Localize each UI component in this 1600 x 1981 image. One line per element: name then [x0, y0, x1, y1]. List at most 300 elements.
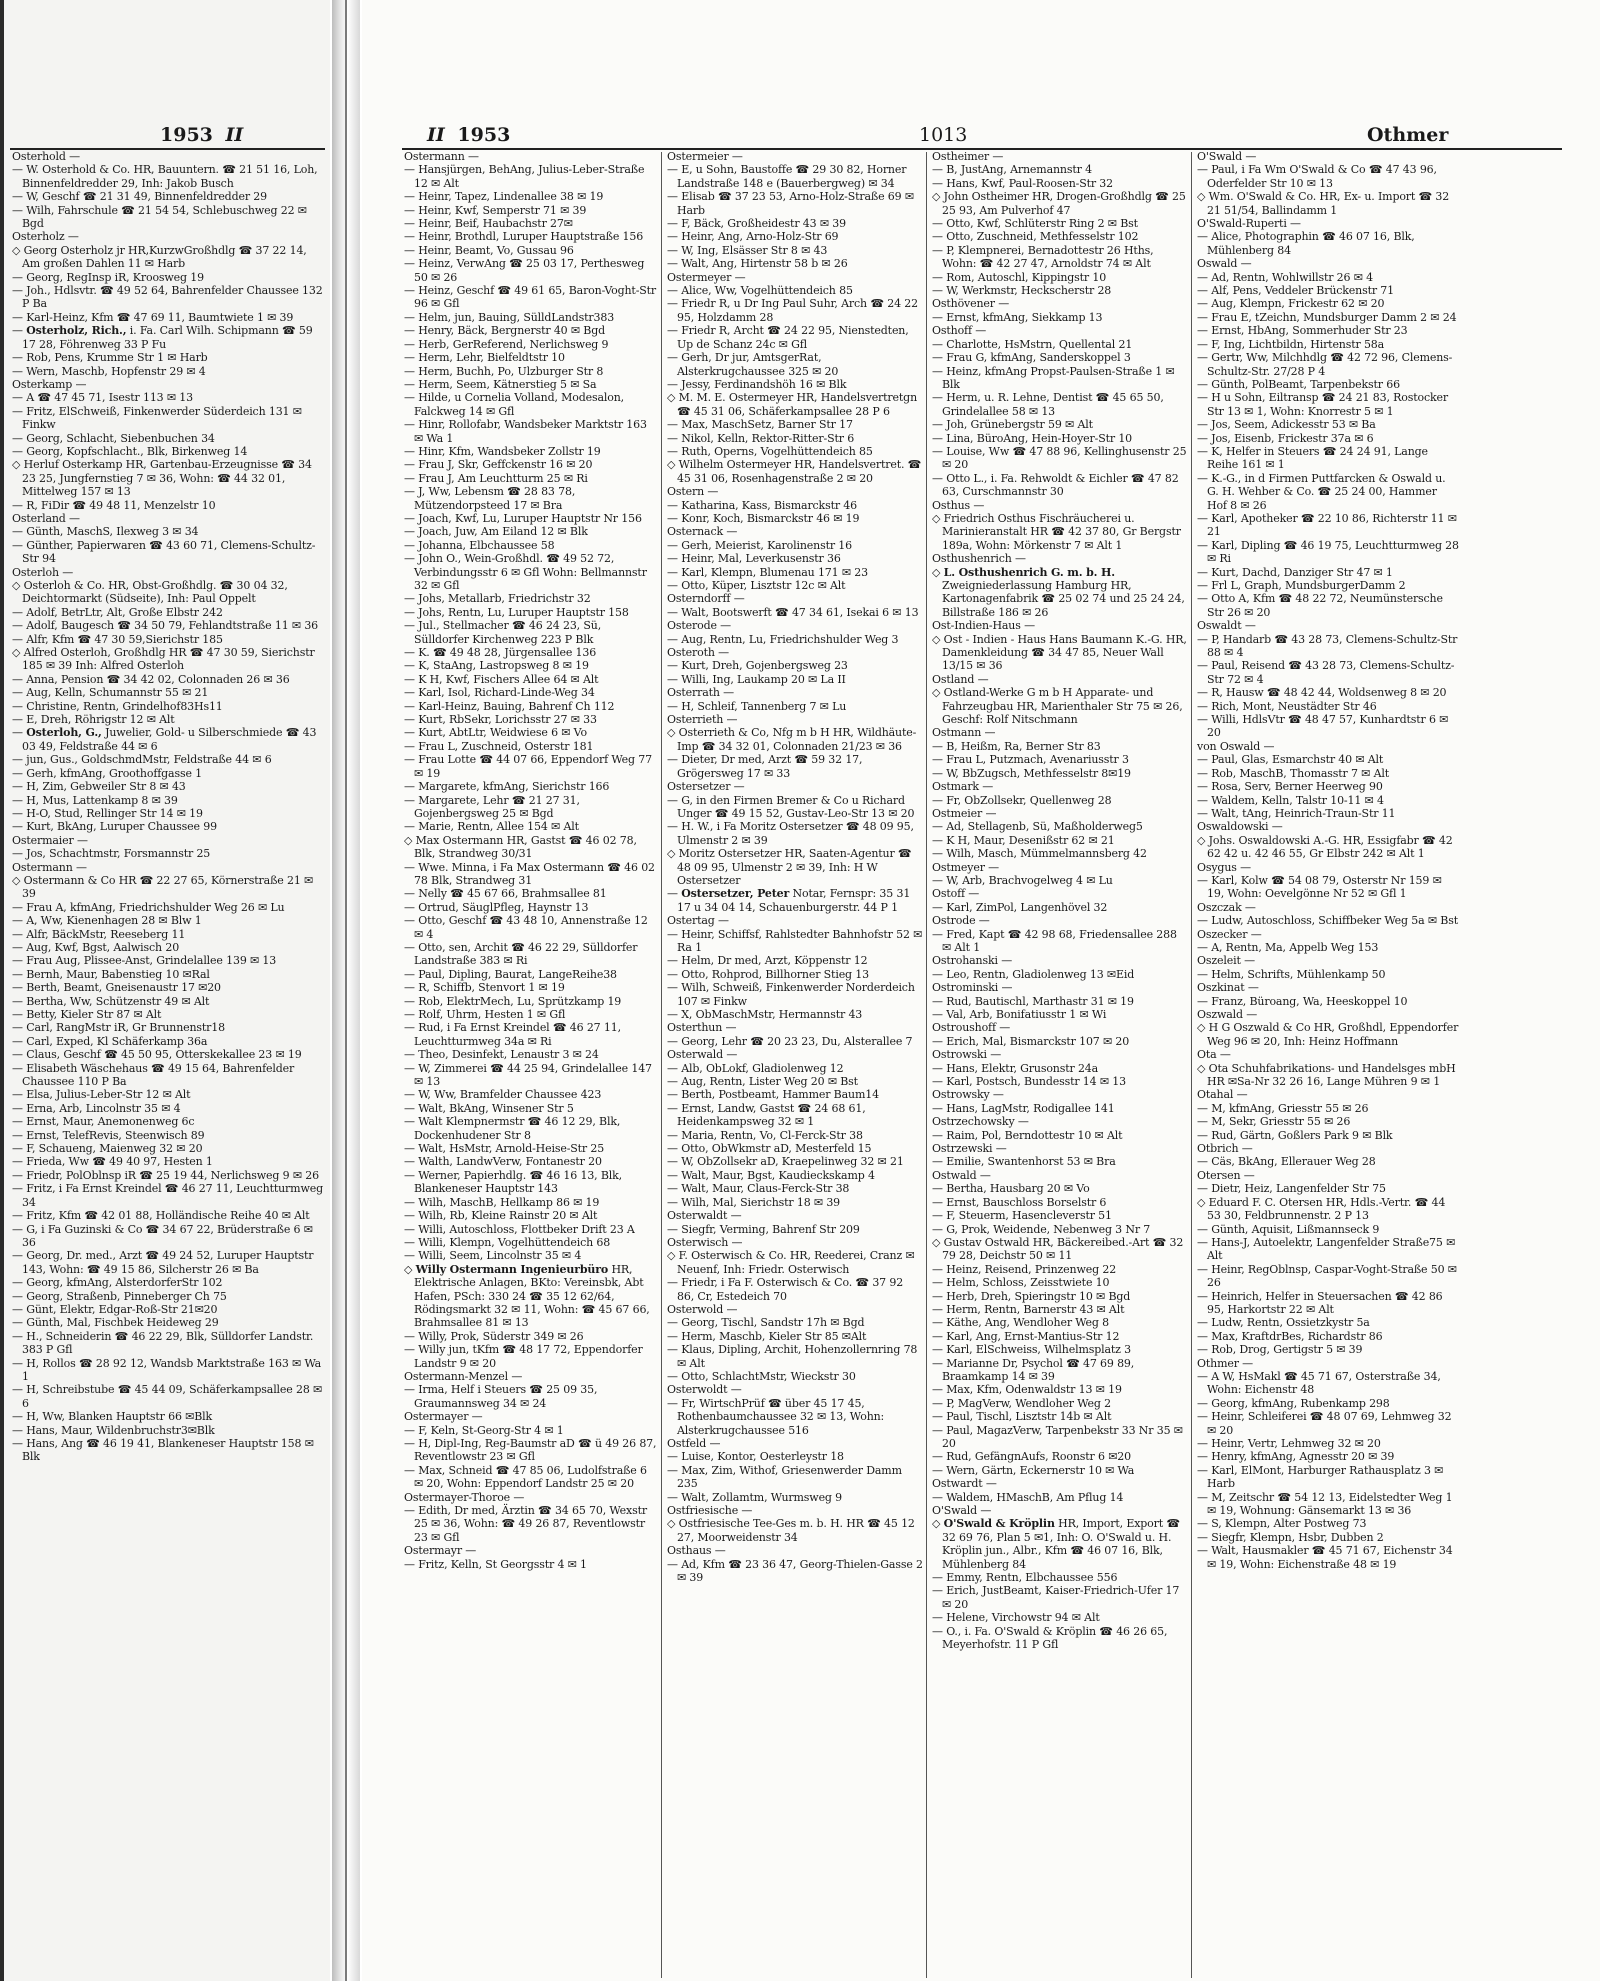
directory-entry: — Jos, Seem, Adickesstr 53 ✉ Ba [1197, 418, 1376, 432]
directory-entry: — Karl, Isol, Richard-Linde-Weg 34 [404, 686, 595, 700]
column-divider [661, 152, 662, 1978]
directory-entry: — Fr, ObZollsekr, Quellenweg 28 [932, 793, 1112, 807]
directory-entry: — Günth, Aquisit, Lißmannseck 9 [1197, 1222, 1380, 1236]
directory-entry: — Karl, ElMont, Harburger Rathausplatz 3 ✉ Harb [1197, 1463, 1444, 1491]
surname-heading: Osterkamp — [12, 377, 87, 391]
surname-heading: Ostermayer — [404, 1410, 483, 1424]
surname-heading: Osterwold — [667, 1302, 738, 1316]
directory-entry: — Hans, Ang ☎ 46 19 41, Blankeneser Hauptstr 158 ✉ Blk [12, 1437, 314, 1464]
directory-entry: — Friedr, i Fa F. Osterwisch & Co. ☎ 37 92 86, Cr, Estedeich 70 [667, 1276, 904, 1303]
directory-entry: — Walt, Maur, Claus-Ferck-Str 38 [667, 1182, 850, 1196]
directory-entry: — Walt Klempnermstr ☎ 46 12 29, Blk, Dockenhudener Str 8 [404, 1115, 621, 1142]
directory-entry: — Wilh, MaschB, Hellkamp 86 ✉ 19 [404, 1195, 600, 1209]
directory-entry: — H, Schreibstube ☎ 45 44 09, Schäferkampsallee 28 ✉ 6 [12, 1383, 323, 1410]
directory-entry: — H, Ww, Blanken Hauptstr 66 ✉Blk [12, 1410, 213, 1424]
directory-entry: — Günther, Papierwaren ☎ 43 60 71, Clemens-Schultz-Str 94 [12, 538, 316, 566]
directory-entry: — Günth, PolBeamt, Tarpenbekstr 66 [1197, 377, 1400, 391]
directory-entry: — Herm, u. R. Lehne, Dentist ☎ 45 65 50, Grindelallee 58 ✉ 13 [932, 391, 1164, 418]
surname-heading: Osternack — [667, 525, 738, 539]
directory-entry: — Joh., Hdlsvtr. ☎ 49 52 64, Bahrenfelder Chaussee 132 P Ba [12, 284, 323, 311]
directory-entry: — Aug, Rentn, Lu, Friedrichshulder Weg 3 [667, 632, 899, 646]
column-divider [926, 152, 927, 1978]
right-volume: II [427, 124, 445, 146]
directory-entry: — Carl, RangMstr iR, Gr Brunnenstr18 [12, 1021, 225, 1035]
directory-entry: — F, Keln, St-Georg-Str 4 ✉ 1 [404, 1423, 564, 1437]
directory-entry: — Frau Aug, Plissee-Anst, Grindelallee 139 ✉ 13 [12, 954, 277, 968]
directory-entry: — P, Klempnerei, Bernadottestr 26 Hths, Wohn: ☎ 42 27 47, Arnoldstr 74 ✉ Alt [932, 243, 1154, 271]
directory-entry: — Rom, Autoschl, Kippingstr 10 [932, 270, 1107, 284]
directory-entry: ◇ Ostfriesische Tee-Ges m. b. H. HR ☎ 45 12 27, Moorweidenstr 34 [667, 1517, 915, 1544]
directory-entry: — Franz, Büroang, Wa, Heeskoppel 10 [1197, 994, 1408, 1008]
directory-entry: — F, Steuerm, Hasencleverstr 51 [932, 1209, 1112, 1223]
surname-heading: Osterwald — [667, 1048, 738, 1062]
directory-entry: — Adolf, BetrLtr, Alt, Große Elbstr 242 [12, 605, 223, 619]
directory-entry: — Walt, BkAng, Winsener Str 5 [404, 1101, 574, 1115]
page-number: 1013 [919, 124, 968, 146]
directory-entry: — Karl, Dipling ☎ 46 19 75, Leuchtturmweg 28 ✉ Ri [1197, 538, 1459, 566]
directory-entry: — Ernst, Bauschloss Borselstr 6 [932, 1195, 1107, 1209]
directory-entry: — Louise, Ww ☎ 47 88 96, Kellinghusenstr 25 ✉ 20 [932, 444, 1187, 472]
surname-heading: O'Swald — [1197, 150, 1257, 163]
directory-entry: — Heinz, Geschf ☎ 49 61 65, Baron-Voght-Str 96 ✉ Gfl [404, 284, 657, 311]
directory-entry: — Hans, Maur, Wildenbruchstr3✉Blk [12, 1423, 215, 1437]
surname-heading: Oswald — [1197, 257, 1252, 271]
directory-entry: — Erich, JustBeamt, Kaiser-Friedrich-Ufer 17 ✉ 20 [932, 1584, 1180, 1611]
directory-entry: — Aug, Kelln, Schumannstr 55 ✉ 21 [12, 686, 209, 700]
directory-entry: — Karl, Apotheker ☎ 22 10 86, Richterstr 11 ✉ 21 [1197, 511, 1457, 539]
column-1 [12, 150, 324, 1970]
directory-entry: — Wwe. Minna, i Fa Max Ostermann ☎ 46 02 78 Blk, Strandweg 31 [404, 860, 655, 887]
right-year: 1953 [457, 124, 511, 146]
directory-entry: ◇ Alfred Osterloh, Großhdlg HR ☎ 47 30 59, Sierichstr 185 ✉ 39 Inh: Alfred Osterloh [12, 646, 315, 673]
directory-entry: — Ernst, TelefRevis, Steenwisch 89 [12, 1128, 205, 1142]
directory-entry: — Georg, Schlacht, Siebenbuchen 34 [12, 431, 215, 445]
directory-entry: — Max, Schneid ☎ 47 85 06, Ludolfstraße 6 ✉ 20, Wohn: Eppendorf Landstr 25 ✉ 20 [404, 1463, 647, 1491]
directory-entry: — Maria, Rentn, Vo, Cl-Ferck-Str 38 [667, 1128, 863, 1142]
directory-entry: — Joach, Kwf, Lu, Luruper Hauptstr Nr 156 [404, 511, 642, 525]
directory-entry: — F, Ing, Lichtbildn, Hirtenstr 58a [1197, 337, 1385, 351]
directory-entry: — Aug, Kwf, Bgst, Aalwisch 20 [12, 940, 180, 954]
directory-entry: — W, Ing, Elsässer Str 8 ✉ 43 [667, 243, 828, 257]
column-5 [1197, 150, 1459, 1970]
directory-entry: — H., Schneiderin ☎ 46 22 29, Blk, Sülldorfer Landstr. 383 P Gfl [12, 1329, 314, 1357]
directory-entry: — Herm, Maschb, Kieler Str 85 ✉Alt [667, 1329, 867, 1343]
surname-heading: Ostermann-Menzel — [404, 1369, 523, 1383]
directory-entry: ◇ Osterrieth & Co, Nfg m b H HR, Wildhäute-Imp ☎ 34 32 01, Colonnaden 21/23 ✉ 36 [667, 726, 917, 753]
directory-entry: — Jos, Eisenb, Frickestr 37a ✉ 6 [1197, 431, 1374, 445]
directory-entry: — Katharina, Kass, Bismarckstr 46 [667, 498, 857, 512]
directory-entry: — Erich, Mal, Bismarckstr 107 ✉ 20 [932, 1034, 1130, 1048]
directory-entry: — Gertr, Ww, Milchhdlg ☎ 42 72 96, Clemens-Schultz-Str. 27/28 P 4 [1197, 351, 1453, 378]
directory-entry: — M, Sekr, Griesstr 55 ✉ 26 [1197, 1115, 1351, 1129]
directory-entry: — K, StaAng, Lastropsweg 8 ✉ 19 [404, 659, 589, 673]
directory-entry: — Walth, LandwVerw, Fontanestr 20 [404, 1155, 602, 1169]
directory-entry: — Rud, Gärtn, Goßlers Park 9 ✉ Blk [1197, 1128, 1393, 1142]
directory-entry: ◇ John Ostheimer HR, Drogen-Großhdlg ☎ 25 25 93, Am Pulverhof 47 [932, 190, 1186, 217]
directory-entry: — Herm, Buchh, Po, Ulzburger Str 8 [404, 364, 604, 378]
directory-entry: — Siegfr, Verming, Bahrenf Str 209 [667, 1222, 860, 1236]
directory-entry: — H, Dipl-Ing, Reg-Baumstr aD ☎ ü 49 26 87, Reventlowstr 23 ✉ Gfl [404, 1437, 657, 1464]
directory-entry: — R, FiDir ☎ 49 48 11, Menzelstr 10 [12, 498, 216, 512]
directory-entry: — H. W., i Fa Moritz Ostersetzer ☎ 48 09 95, Ulmenstr 2 ✉ 39 [667, 820, 914, 847]
directory-entry: — Leo, Rentn, Gladiolenweg 13 ✉Eid [932, 967, 1135, 981]
directory-entry: — A, Rentn, Ma, Appelb Weg 153 [1197, 940, 1379, 954]
directory-entry: — Georg, Lehr ☎ 20 23 23, Du, Alsterallee 7 [667, 1034, 913, 1048]
surname-heading: Ostrominski — [932, 981, 1013, 995]
directory-entry: — K.-G., in d Firmen Puttfarcken & Oswald u. G. H. Wehber & Co. ☎ 25 24 00, Hammer Hof 8 ✉ 26 [1197, 471, 1446, 512]
surname-heading: Ostrowsky — [932, 1088, 1004, 1102]
column-3 [667, 150, 923, 1970]
surname-heading: Osthus — [932, 498, 985, 512]
directory-entry: — Heinr, Vertr, Lehmweg 32 ✉ 20 [1197, 1437, 1381, 1450]
directory-entry: ◇ Wm. O'Swald & Co. HR, Ex- u. Import ☎ 32 21 51/54, Ballindamm 1 [1197, 190, 1450, 217]
directory-entry: — G, Prok, Weidende, Nebenweg 3 Nr 7 [932, 1222, 1151, 1236]
directory-entry: — Heinr, Beamt, Vo, Gussau 96 [404, 243, 574, 257]
left-page-header [160, 124, 243, 146]
directory-entry: — Hinr, Rollofabr, Wandsbeker Marktstr 163 ✉ Wa 1 [404, 418, 647, 445]
directory-entry: — M, kfmAng, Griesstr 55 ✉ 26 [1197, 1101, 1369, 1115]
directory-entry: — Werner, Papierhdlg. ☎ 46 16 13, Blk, Blankeneser Hauptstr 143 [404, 1168, 623, 1196]
directory-page [362, 0, 1600, 1981]
directory-entry: — Heinr, Mal, Leverkusenstr 36 [667, 552, 841, 566]
directory-entry: — Otto, sen, Archit ☎ 46 22 29, Sülldorfer Landstraße 383 ✉ Ri [404, 940, 638, 968]
surname-heading: Ostmann — [932, 726, 996, 740]
directory-entry: — Otto, Geschf ☎ 43 48 10, Annenstraße 12 ✉ 4 [404, 914, 648, 941]
directory-entry: — Heinr, Beif, Haubachstr 27✉ [404, 217, 573, 231]
directory-entry: — Paul, MagazVerw, Tarpenbekstr 33 Nr 35 ✉ 20 [932, 1423, 1183, 1450]
directory-entry: — Irma, Helf i Steuers ☎ 25 09 35, Graumannsweg 34 ✉ 24 [404, 1383, 598, 1410]
directory-entry: — Wilh, Masch, Mümmelmannsberg 42 [932, 847, 1147, 861]
directory-entry: — Rob, Pens, Krumme Str 1 ✉ Harb [12, 351, 208, 365]
directory-entry: — Emilie, Swantenhorst 53 ✉ Bra [932, 1155, 1116, 1169]
directory-entry: — Cäs, BkAng, Ellerauer Weg 28 [1197, 1155, 1376, 1169]
surname-heading: Otersen — [1197, 1168, 1255, 1182]
directory-entry: — Charlotte, HsMstrn, Quellental 21 [932, 337, 1133, 351]
directory-entry: — jun, Gus., GoldschmdMstr, Feldstraße 44 ✉ 6 [12, 753, 272, 767]
directory-entry: — Wilh, Rb, Kleine Rainstr 20 ✉ Alt [404, 1209, 598, 1223]
directory-entry: — Helm, Schloss, Zeisstwiete 10 [932, 1276, 1110, 1290]
directory-entry: — Friedr, PolOblnsp iR ☎ 25 19 44, Nerlichsweg 9 ✉ 26 [12, 1168, 319, 1182]
directory-entry: ◇ Ota Schuhfabrikations- und Handelsges mbH HR ✉Sa-Nr 32 26 16, Lange Mühren 9 ✉ 1 [1197, 1061, 1456, 1089]
surname-heading: Ostermeier — [667, 150, 743, 163]
surname-heading: Oszecker — [1197, 927, 1262, 941]
directory-entry: — Max, MaschSetz, Barner Str 17 [667, 418, 853, 432]
directory-entry: — Fritz, Kelln, St Georgsstr 4 ✉ 1 [404, 1557, 587, 1571]
directory-entry: — Frieda, Ww ☎ 49 40 97, Hesten 1 [12, 1155, 213, 1169]
directory-entry: — K, Helfer in Steuers ☎ 24 24 91, Lange Reihe 161 ✉ 1 [1197, 444, 1428, 472]
surname-heading: Ostrode — [932, 914, 990, 928]
column-4 [932, 150, 1188, 1970]
directory-entry: ◇ Gustav Ostwald HR, Bäckereibed.-Art ☎ 32 79 28, Deichstr 50 ✉ 11 [932, 1235, 1184, 1263]
surname-heading: Ost-Indien-Haus — [932, 619, 1035, 633]
directory-entry: — Margarete, kfmAng, Sierichstr 166 [404, 780, 610, 794]
directory-entry: — F, Schaueng, Maienweg 32 ✉ 20 [12, 1142, 203, 1156]
surname-heading: Osterrath — [667, 686, 735, 700]
directory-entry: — B, JustAng, Arnemannstr 4 [932, 163, 1092, 177]
directory-entry: — Herm, Lehr, Bielfeldtstr 10 [404, 351, 565, 365]
surname-heading: Ostwardt — [932, 1477, 997, 1491]
directory-entry: — Otto, Zuschneid, Methfesselstr 102 [932, 230, 1139, 244]
directory-entry: — Ernst, Maur, Anemonenweg 6c [12, 1115, 195, 1129]
directory-entry: — K. ☎ 49 48 28, Jürgensallee 136 [404, 646, 597, 660]
directory-entry: — H, Schleif, Tannenberg 7 ✉ Lu [667, 699, 847, 713]
directory-entry: — S, Klempn, Alter Postweg 73 [1197, 1517, 1367, 1531]
directory-entry: — Frl L, Graph, MundsburgerDamm 2 [1197, 579, 1406, 592]
directory-entry: — Helm, Dr med, Arzt, Köppenstr 12 [667, 954, 868, 968]
directory-entry: — F, Bäck, Großheidestr 43 ✉ 39 [667, 217, 846, 231]
surname-heading: Ostermayer-Thoroe — [404, 1490, 525, 1504]
surname-heading: Ostroushoff — [932, 1021, 1011, 1035]
surname-heading: Ostermaier — [12, 833, 88, 847]
directory-entry: — Otto, Küper, Lisztstr 12c ✉ Alt [667, 579, 846, 592]
directory-entry: — Carl, Exped, Kl Schäferkamp 36a [12, 1034, 208, 1048]
directory-entry: — Johanna, Elbchaussee 58 [404, 538, 555, 552]
directory-entry: — Nelly ☎ 45 67 66, Brahmsallee 81 [404, 887, 607, 901]
surname-heading: Oswaldowski — [1197, 820, 1283, 834]
directory-entry: — Paul, Tischl, Lisztstr 14b ✉ Alt [932, 1410, 1112, 1424]
directory-entry: — Friedr R, u Dr Ing Paul Suhr, Arch ☎ 24 22 95, Holzdamm 28 [667, 297, 918, 324]
directory-entry: ◇ Ost - Indien - Haus Hans Baumann K.-G. HR, Damenkleidung ☎ 34 47 85, Neuer Wall 13/15 ✉ 36 [932, 632, 1187, 673]
directory-entry: — Karl, ElSchweiss, Wilhelmsplatz 3 [932, 1343, 1132, 1357]
directory-entry: — Bertha, Ww, Schützenstr 49 ✉ Alt [12, 994, 210, 1008]
directory-entry: — Walt, Bootswerft ☎ 47 34 61, Isekai 6 ✉ 13 [667, 605, 919, 619]
directory-entry: — Christine, Rentn, Grindelhof83Hs11 [12, 699, 223, 713]
directory-entry: — Kurt, RbSekr, Lorichsstr 27 ✉ 33 [404, 713, 597, 727]
surname-heading: Ostmeyer — [932, 860, 1000, 874]
directory-entry: — Henry, kfmAng, Agnesstr 20 ✉ 39 [1197, 1450, 1395, 1464]
surname-heading: Ostertag — [667, 914, 729, 928]
directory-entry: — Hinr, Kfm, Wandsbeker Zollstr 19 [404, 444, 601, 458]
directory-entry: — Karl-Heinz, Kfm ☎ 47 69 11, Baumtwiete 1 ✉ 39 [12, 310, 294, 324]
surname-heading: Oszwald — [1197, 1008, 1258, 1021]
left-volume: II [225, 124, 244, 146]
directory-entry: — Karl, Kolw ☎ 54 08 79, Osterstr Nr 159 ✉ 19, Wohn: Oevelgönne Nr 52 ✉ Gfl 1 [1197, 873, 1442, 901]
directory-entry: — Wern, Maschb, Hopfenstr 29 ✉ 4 [12, 364, 206, 378]
left-year: 1953 [160, 124, 213, 146]
surname-heading: Osterrieth — [667, 713, 738, 727]
surname-heading: Othmer — [1197, 1356, 1254, 1370]
directory-entry: — Betty, Kieler Str 87 ✉ Alt [12, 1008, 162, 1021]
directory-entry: — Heinr, Tapez, Lindenallee 38 ✉ 19 [404, 190, 604, 204]
surname-heading: Osthoff — [932, 324, 987, 338]
directory-entry: — K H, Kwf, Fischers Allee 64 ✉ Alt [404, 672, 599, 686]
directory-entry: — J, Ww, Lebensm ☎ 28 83 78, Mützendorpsteed 17 ✉ Bra [404, 485, 576, 512]
directory-entry: — Herm, Seem, Kätnerstieg 5 ✉ Sa [404, 377, 597, 391]
surname-heading: Osterland — [12, 511, 80, 525]
directory-entry: — Dieter, Dr med, Arzt ☎ 59 32 17, Grögersweg 17 ✉ 33 [667, 753, 863, 780]
directory-entry: — Ludw, Rentn, Ossietzkystr 5a [1197, 1316, 1370, 1330]
directory-entry: — Heinr, Ang, Arno-Holz-Str 69 [667, 230, 839, 244]
directory-entry: — Paul, Glas, Esmarchstr 40 ✉ Alt [1197, 753, 1384, 767]
directory-entry: — Frau L, Putzmach, Avenariusstr 3 [932, 753, 1129, 767]
directory-entry: — Klaus, Dipling, Archit, Hohenzollernring 78 ✉ Alt [667, 1343, 918, 1370]
directory-entry: — G, in den Firmen Bremer & Co u Richard Unger ☎ 49 15 52, Gustav-Leo-Str 13 ✉ 20 [667, 793, 915, 820]
directory-entry: — Max, Zim, Withof, Griesenwerder Damm 235 [667, 1463, 902, 1491]
directory-entry: — A ☎ 47 45 71, Isestr 113 ✉ 13 [12, 391, 193, 405]
directory-entry: — Friedr R, Archt ☎ 24 22 95, Nienstedten, Up de Schanz 24c ✉ Gfl [667, 324, 909, 351]
directory-entry: — Ruth, Operns, Vogelhüttendeich 85 [667, 444, 873, 458]
directory-entry: — Helene, Virchowstr 94 ✉ Alt [932, 1611, 1100, 1625]
directory-entry: — Wilh, Schweiß, Finkenwerder Norderdeich 107 ✉ Finkw [667, 981, 915, 1008]
surname-heading: Ostfriesische — [667, 1504, 753, 1518]
directory-entry: — K H, Maur, Desenißstr 62 ✉ 21 [932, 833, 1115, 847]
directory-entry: — Anna, Pension ☎ 34 42 02, Colonnaden 26 ✉ 36 [12, 672, 290, 686]
directory-entry: — Heinr, Schleiferei ☎ 48 07 69, Lehmweg 32 ✉ 20 [1197, 1410, 1452, 1437]
directory-entry: — Elisab ☎ 37 23 53, Arno-Holz-Straße 69 ✉ Harb [667, 190, 914, 217]
directory-entry: — Karl-Heinz, Bauing, Bahrenf Ch 112 [404, 699, 615, 713]
directory-entry: — Georg, Kopfschlacht., Blk, Birkenweg 14 [12, 444, 248, 458]
previous-page-strip [0, 0, 330, 1981]
directory-entry: — Frau G, kfmAng, Sanderskoppel 3 [932, 351, 1131, 365]
directory-entry: — Wilh, Fahrschule ☎ 21 54 54, Schlebuschweg 22 ✉ Bgd [12, 203, 307, 231]
directory-entry: — Walt, Maur, Bgst, Kaudieckskamp 4 [667, 1168, 875, 1182]
directory-entry: — Ad, Kfm ☎ 23 36 47, Georg-Thielen-Gasse 2 ✉ 39 [667, 1557, 923, 1585]
surname-heading: Otbrich — [1197, 1142, 1253, 1156]
directory-entry: ◇ Wilhelm Ostermeyer HR, Handelsvertret. ☎ 45 31 06, Rosenhagenstraße 2 ✉ 20 [667, 458, 922, 485]
directory-entry: — Helm, Schrifts, Mühlenkamp 50 [1197, 967, 1386, 981]
directory-entry: — Paul, Reisend ☎ 43 28 73, Clemens-Schultz-Str 72 ✉ 4 [1197, 659, 1455, 686]
directory-entry: — Georg, kfmAng, Rubenkamp 298 [1197, 1396, 1390, 1410]
directory-entry: — Kurt, AbtLtr, Weidwiese 6 ✉ Vo [404, 726, 587, 740]
directory-entry: — Rud, i Fa Ernst Kreindel ☎ 46 27 11, Leuchtturmweg 34a ✉ Ri [404, 1021, 621, 1048]
directory-entry: — Alfr, Kfm ☎ 47 30 59,Sierichstr 185 [12, 632, 223, 646]
surname-heading: Oszczak — [1197, 900, 1256, 914]
directory-entry: — Marianne Dr, Psychol ☎ 47 69 89, Braamkamp 14 ✉ 39 [932, 1356, 1135, 1383]
directory-entry: — Bernh, Maur, Babenstieg 10 ✉Ral [12, 967, 210, 981]
directory-entry: — Jos, Schachtmstr, Forsmannstr 25 [12, 847, 211, 861]
surname-heading: Ostmark — [932, 780, 994, 794]
surname-heading: Osygus — [1197, 860, 1251, 874]
directory-entry: — Elisabeth Wäschehaus ☎ 49 15 64, Bahrenfelder Chaussee 110 P Ba [12, 1061, 295, 1089]
directory-entry: ◇ Osterloh & Co. HR, Obst-Großhdlg. ☎ 30 04 32, Deichtormarkt (Südseite), Inh: Paul Oppelt [12, 579, 288, 606]
directory-entry: — Hans-J, Autoelektr, Langenfelder Straße75 ✉ Alt [1197, 1235, 1456, 1263]
surname-heading: Ostwald — [932, 1168, 991, 1182]
directory-entry: ◇ L. Osthushenrich G. m. b. H. Zweigniederlassung Hamburg HR, Kartonagenfabrik ☎ 25 02 74 und 25 24 24, Billstraße 186 ✉ 26 [932, 565, 1185, 619]
directory-entry: — H, Rollos ☎ 28 92 12, Wandsb Marktstraße 163 ✉ Wa 1 [12, 1356, 322, 1383]
directory-entry: — E, u Sohn, Baustoffe ☎ 29 30 82, Horner Landstraße 148 e (Bauerbergweg) ✉ 34 [667, 163, 907, 190]
surname-heading: Ostrohanski — [932, 954, 1013, 968]
directory-entry: ◇ Moritz Ostersetzer HR, Saaten-Agentur ☎ 48 09 95, Ulmenstr 2 ✉ 39, Inh: H W Ostersetzer [667, 847, 912, 887]
directory-entry: — A, Ww, Kienenhagen 28 ✉ Blw 1 [12, 914, 202, 928]
directory-entry: — Elsa, Julius-Leber-Str 12 ✉ Alt [12, 1088, 191, 1102]
directory-entry: — Edith, Dr med, Ärztin ☎ 34 65 70, Wexstr 25 ✉ 36, Wohn: ☎ 49 26 87, Reventlowstr 23 ✉ Gfl [404, 1504, 647, 1544]
surname-heading: O'Swald — [932, 1504, 992, 1518]
surname-heading: Osterthun — [667, 1021, 737, 1035]
directory-entry: — Max, Kfm, Odenwaldstr 13 ✉ 19 [932, 1383, 1122, 1397]
directory-entry: — Rosa, Serv, Berner Heerweg 90 [1197, 780, 1383, 794]
directory-entry: — Konr, Koch, Bismarckstr 46 ✉ 19 [667, 511, 860, 525]
directory-entry: — Ostersetzer, Peter Notar, Fernspr: 35 31 17 u 34 04 14, Schauenburgerstr. 44 P 1 [667, 887, 911, 914]
directory-entry: ◇ Georg Osterholz jr HR,KurzwGroßhdlg ☎ 37 22 14, Am großen Dahlen 11 ✉ Harb [12, 243, 307, 271]
directory-entry: ◇ Friedrich Osthus Fischräucherei u. Marinieranstalt HR ☎ 42 37 80, Gr Bergstr 189a, Wohn: Mörkenstr 7 ✉ Alt 1 [932, 511, 1181, 552]
directory-entry: — Rolf, Uhrm, Hesten 1 ✉ Gfl [404, 1008, 566, 1021]
directory-entry: — Heinz, kfmAng Propst-Paulsen-Straße 1 ✉ Blk [932, 364, 1175, 391]
surname-heading: Osterholz — [12, 230, 79, 244]
directory-entry: — W, ObZollsekr aD, Kraepelinweg 32 ✉ 21 [667, 1155, 904, 1169]
surname-heading: Ostheimer — [932, 150, 1004, 163]
directory-entry: — Georg, kfmAng, AlsterdorferStr 102 [12, 1276, 223, 1290]
directory-entry: — O., i. Fa. O'Swald & Kröplin ☎ 46 26 65, Meyerhofstr. 11 P Gfl [932, 1624, 1168, 1652]
directory-entry: — Herb, GerReferend, Nerlichsweg 9 [404, 337, 609, 351]
directory-entry: — Bertha, Hausbarg 20 ✉ Vo [932, 1182, 1090, 1196]
surname-heading: Otahal — [1197, 1088, 1248, 1102]
directory-entry: — Lina, BüroAng, Hein-Hoyer-Str 10 [932, 431, 1133, 445]
directory-entry: — Willi, Autoschloss, Flottbeker Drift 23 A [404, 1222, 635, 1236]
directory-entry: — Fritz, Kfm ☎ 42 01 88, Holländische Reihe 40 ✉ Alt [12, 1209, 310, 1223]
directory-entry: — Adolf, Baugesch ☎ 34 50 79, Fehlandtstraße 11 ✉ 36 [12, 619, 319, 633]
directory-entry: — Karl, ZimPol, Langenhövel 32 [932, 900, 1108, 914]
directory-entry: ◇ Ostermann & Co HR ☎ 22 27 65, Körnerstraße 21 ✉ 39 [12, 873, 314, 901]
surname-heading: Ostland — [932, 672, 989, 686]
directory-entry: — Claus, Geschf ☎ 45 50 95, Otterskekallee 23 ✉ 19 [12, 1048, 302, 1062]
directory-entry: — Osterholz, Rich., i. Fa. Carl Wilh. Schipmann ☎ 59 17 28, Föhrenweg 33 P Fu [12, 324, 313, 351]
directory-entry: — Georg, Tischl, Sandstr 17h ✉ Bgd [667, 1316, 865, 1330]
page-edge [0, 0, 4, 1981]
directory-entry: — Frau Lotte ☎ 44 07 66, Eppendorf Weg 77 ✉ 19 [404, 753, 652, 780]
directory-entry: — Wern, Gärtn, Eckernerstr 10 ✉ Wa [932, 1463, 1135, 1477]
directory-entry: — Otto A, Kfm ☎ 48 22 72, Neumünstersche Str 26 ✉ 20 [1197, 592, 1443, 619]
surname-heading: O'Swald-Ruperti — [1197, 217, 1301, 231]
directory-entry: — Kurt, Dachd, Danziger Str 47 ✉ 1 [1197, 565, 1393, 579]
directory-entry: — Jessy, Ferdinandshöh 16 ✉ Blk [667, 377, 847, 391]
directory-entry: — Walt, HsMstr, Arnold-Heise-Str 25 [404, 1142, 605, 1156]
surname-heading: Osteroth — [667, 646, 729, 660]
directory-entry: — Jul., Stellmacher ☎ 46 24 23, Sü, Sülldorfer Kirchenweg 223 P Blk [404, 619, 602, 646]
directory-entry: — Willi, Ing, Laukamp 20 ✉ La II [667, 672, 846, 686]
directory-entry: — Kurt, BkAng, Luruper Chaussee 99 [12, 820, 217, 834]
directory-entry: — Gerh, Meierist, Karolinenstr 16 [667, 538, 853, 552]
directory-entry: — P, MagVerw, Wendloher Weg 2 [932, 1396, 1111, 1410]
right-page-header-left [427, 124, 510, 146]
directory-entry: — Helm, jun, Bauing, SülldLandstr383 [404, 310, 615, 324]
surname-heading: Ostermann — [12, 860, 87, 874]
directory-entry: — P, Handarb ☎ 43 28 73, Clemens-Schultz-Str 88 ✉ 4 [1197, 632, 1458, 660]
directory-entry: ◇ Willy Ostermann Ingenieurbüro HR, Elektrische Anlagen, BKto: Vereinsbk, Abt Hafen, PSch: 330 24 ☎ 35 12 62/64, Rödingsmarkt 32 ✉ 11, Wohn: ☎ 45 67 66, Brahmsallee 81 ✉ 13 [404, 1262, 650, 1330]
directory-entry: — Otto, ObWkmstr aD, Mesterfeld 15 [667, 1142, 872, 1156]
directory-entry: — Willi, Klempn, Vogelhüttendeich 68 [404, 1235, 611, 1249]
directory-entry: — E, Dreh, Röhrigstr 12 ✉ Alt [12, 713, 175, 727]
directory-entry: — Theo, Desinfekt, Lenaustr 3 ✉ 24 [404, 1048, 599, 1062]
directory-entry: — Kurt, Dreh, Gojenbergsweg 23 [667, 659, 848, 673]
directory-entry: — W. Osterhold & Co. HR, Bauuntern. ☎ 21 51 16, Loh, Binnenfeldredder 29, Inh: Jakob Busch [12, 163, 318, 190]
directory-entry: — W, Zimmerei ☎ 44 25 94, Grindelallee 147 ✉ 13 [404, 1061, 652, 1089]
directory-entry: ◇ O'Swald & Kröplin HR, Import, Export ☎ 32 69 76, Plan 5 ✉1, Inh: O. O'Swald u. H. Kröplin jun., Albr., Kfm ☎ 46 07 16, Blk, Mühlenberg 84 [932, 1517, 1180, 1571]
surname-heading: Osthaus — [667, 1544, 726, 1558]
directory-entry: — H, Zim, Gebweiler Str 8 ✉ 43 [12, 780, 186, 794]
directory-entry: — Johs, Rentn, Lu, Luruper Hauptstr 158 [404, 605, 629, 619]
directory-entry: — Max, KraftdrBes, Richardstr 86 [1197, 1329, 1383, 1343]
directory-entry: — Walt, tAng, Heinrich-Traun-Str 11 [1197, 806, 1396, 820]
directory-entry: — Hilde, u Cornelia Volland, Modesalon, Falckweg 14 ✉ Gfl [404, 391, 625, 418]
surname-heading: Oswaldt — [1197, 619, 1256, 633]
directory-entry: — Heinz, Reisend, Prinzenweg 22 [932, 1262, 1117, 1276]
directory-entry: — Fritz, ElSchweiß, Finkenwerder Süderdeich 131 ✉ Finkw [12, 404, 302, 432]
directory-entry: — Willi, HdlsVtr ☎ 48 47 57, Kunhardtstr 6 ✉ 20 [1197, 713, 1449, 740]
column-2 [404, 150, 658, 1970]
directory-entry: — B, Heißm, Ra, Berner Str 83 [932, 739, 1101, 753]
directory-entry: — Alfr, BäckMstr, Reeseberg 11 [12, 927, 186, 941]
directory-entry: — Berth, Beamt, Gneisenaustr 17 ✉20 [12, 981, 221, 995]
directory-entry: — Wilh, Mal, Sierichstr 18 ✉ 39 [667, 1195, 841, 1209]
surname-heading: Osthushenrich — [932, 552, 1026, 566]
directory-entry: — Karl, Ang, Ernst-Mantius-Str 12 [932, 1329, 1120, 1343]
directory-entry: ◇ F. Osterwisch & Co. HR, Reederei, Cranz ✉ Neuenf, Inh: Friedr. Osterwisch [667, 1249, 915, 1276]
directory-entry: ◇ H G Oszwald & Co HR, Großhdl, Eppendorfer Weg 96 ✉ 20, Inh: Heinz Hoffmann [1197, 1021, 1459, 1048]
directory-entry: — R, Hausw ☎ 48 42 44, Woldsenweg 8 ✉ 20 [1197, 686, 1447, 700]
directory-entry: — Rob, ElektrMech, Lu, Sprützkamp 19 [404, 994, 622, 1008]
directory-entry: — Herm, Rentn, Barnerstr 43 ✉ Alt [932, 1302, 1125, 1316]
directory-entry: — Hans, Kwf, Paul-Roosen-Str 32 [932, 176, 1114, 190]
